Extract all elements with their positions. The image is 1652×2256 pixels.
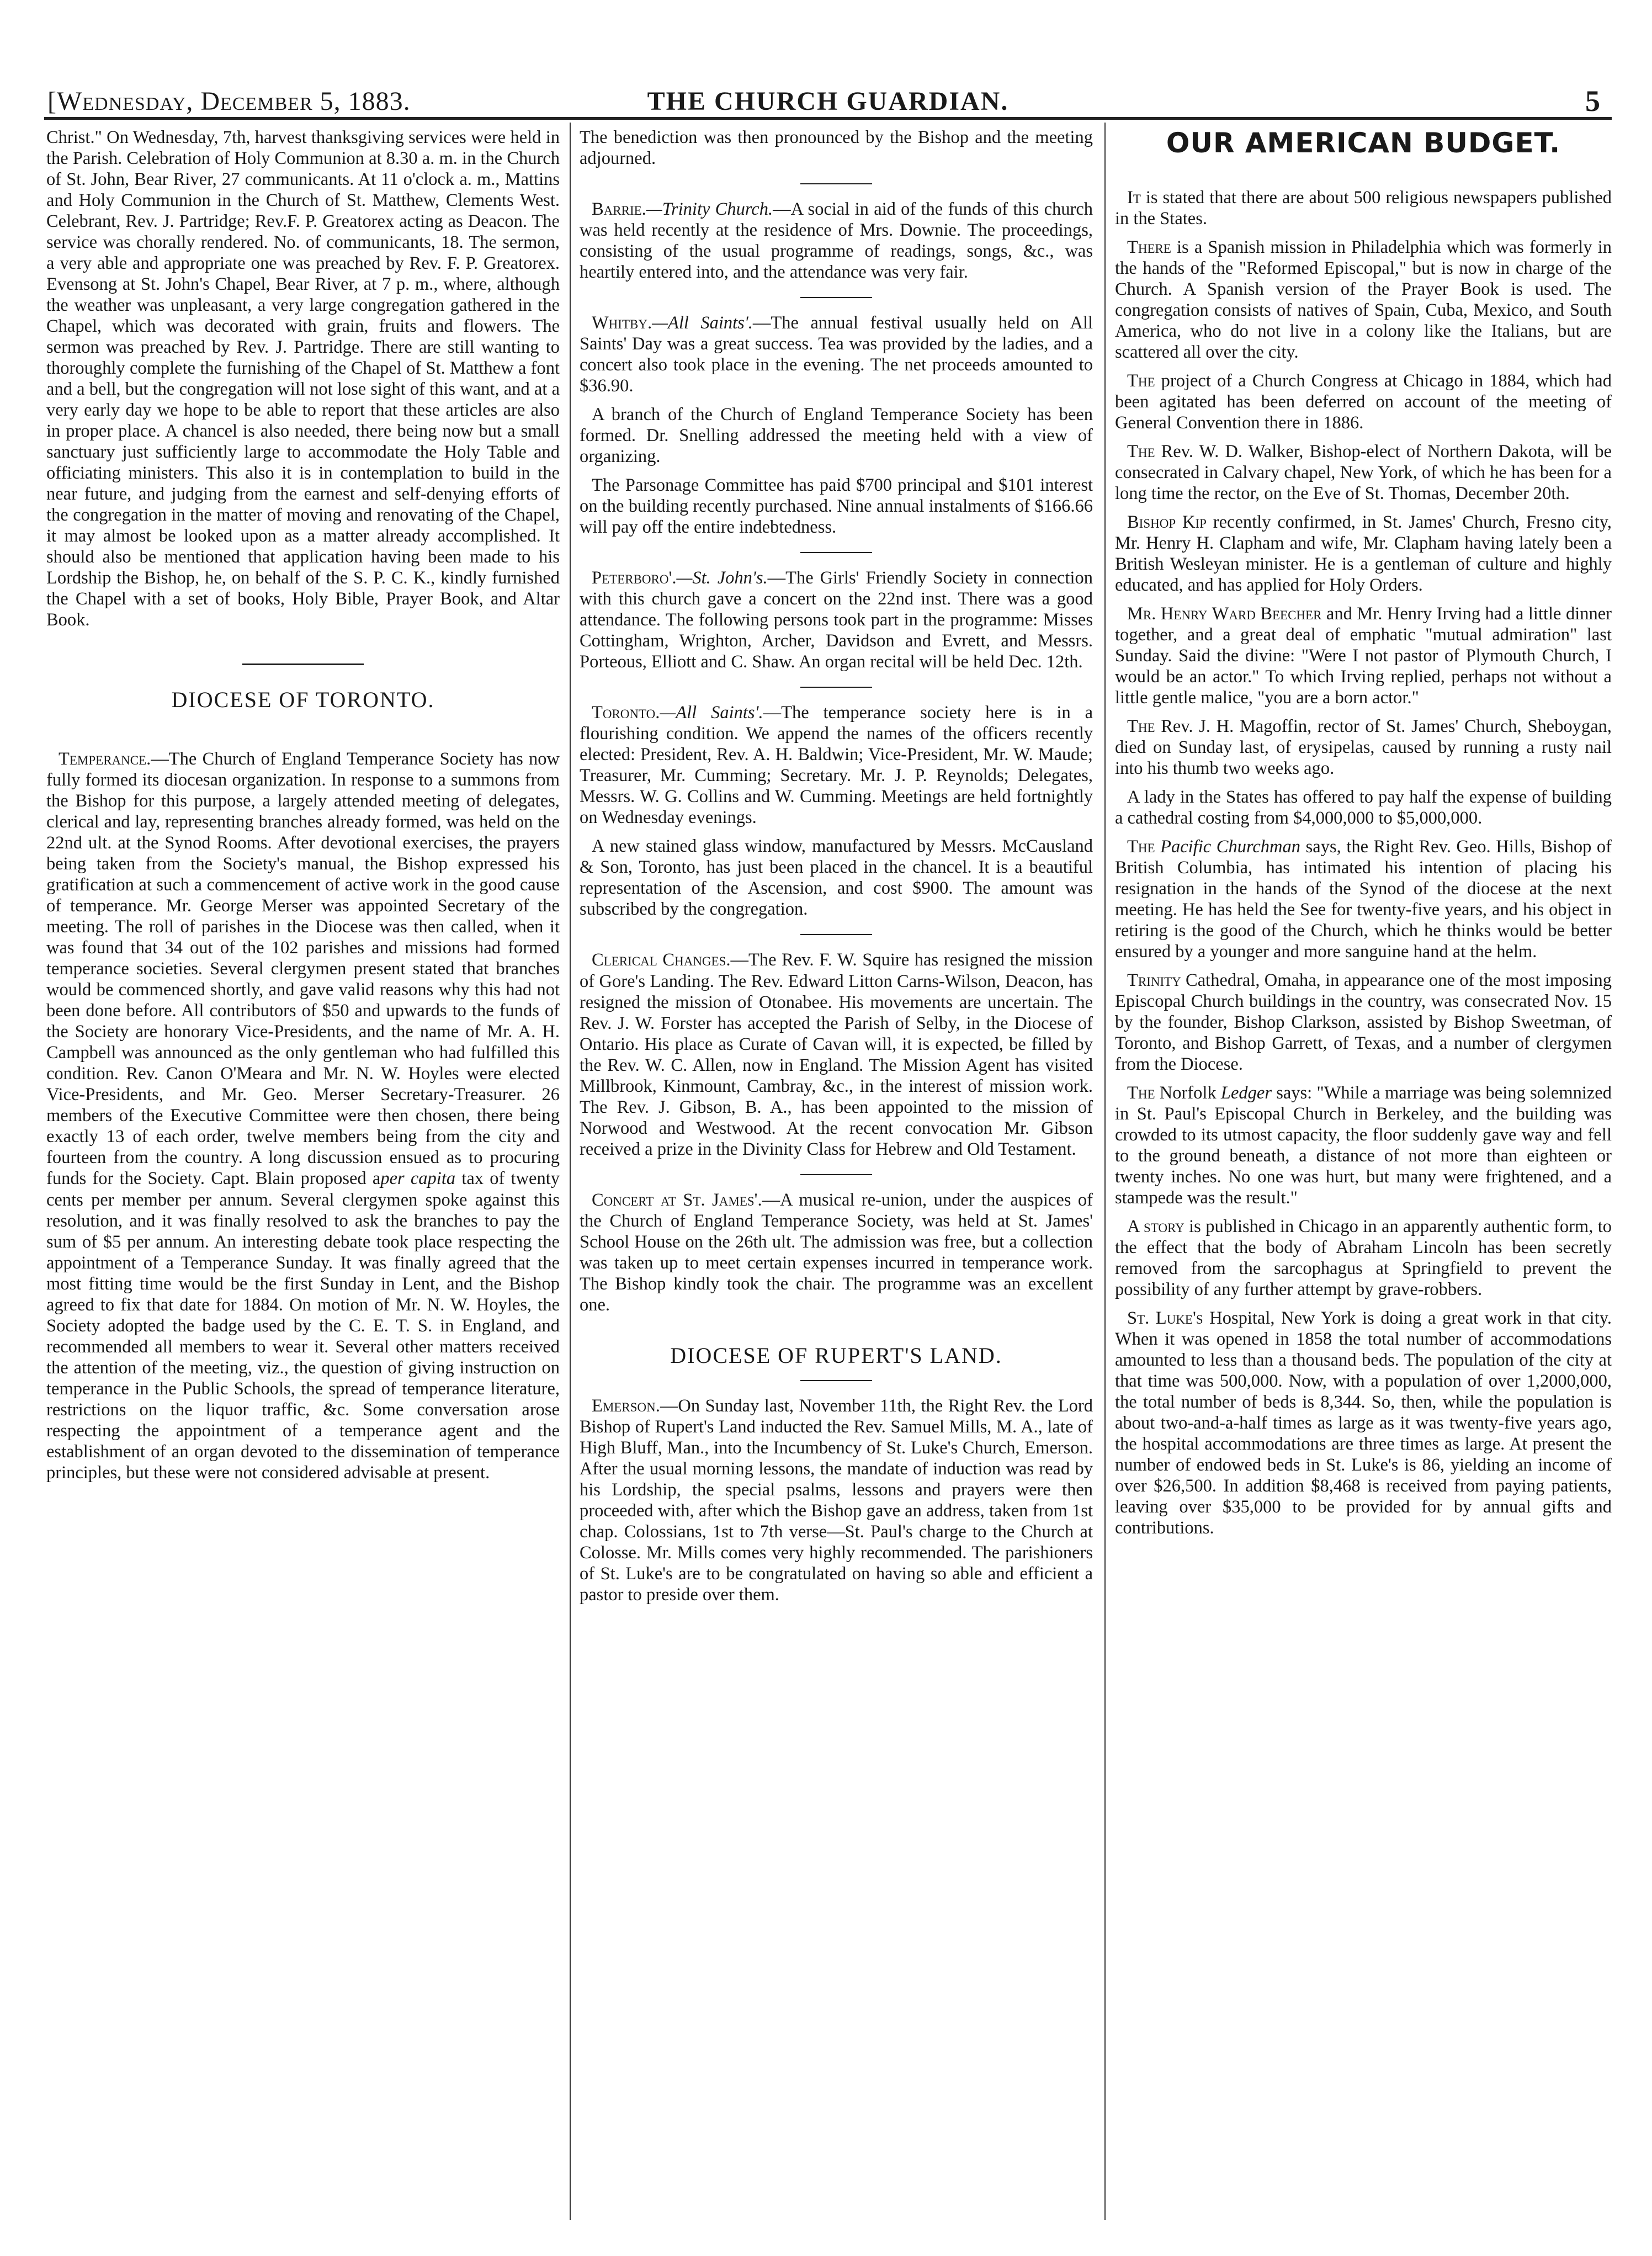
article-paragraph	[580, 1190, 1093, 1315]
paragraph-text: Norfolk	[1155, 1083, 1221, 1103]
page-number: 5	[1585, 84, 1601, 118]
section-heading-toronto: DIOCESE OF TORONTO.	[171, 687, 435, 713]
masthead-title: THE CHURCH GUARDIAN.	[647, 87, 1009, 116]
lead-in: Concert at St. James'.	[592, 1190, 762, 1210]
column-rule	[1104, 123, 1106, 2220]
italic-phrase: per capita	[380, 1169, 456, 1189]
page-header	[44, 83, 1612, 120]
article-paragraph: A new stained glass window, manufactured by Messrs. McCausland & Son, Toronto, has just been placed in the chancel. It is a beautiful representation of the Ascension, and cost $900. The amount was subscribed by the congregation.	[580, 836, 1093, 920]
article-paragraph	[580, 567, 1093, 672]
news-item	[1115, 237, 1612, 363]
news-item: A lady in the States has offered to pay half the expense of building a cathedral costing from $4,000,000 to $5,000,000.	[1115, 787, 1612, 828]
paragraph-text: —The temperance society here is in a flourishing condition. We append the names of the officers recently elected: President, Rev. A. H. Baldwin; Vice-President, Mr. W. Maude; Treasurer, Mr. Cumming; Secretary. Mr. J. P. Reynolds; Delegates, Messrs. W. G. Collins and W. Cumming. Meetings are held fortnightly on Wednesday evenings.	[580, 703, 1093, 828]
lead-in: Emerson.	[592, 1395, 660, 1416]
paragraph-text: recently confirmed, in St. James' Church, Fresno city, Mr. Henry H. Clapham and wife, Mr. Clapham having lately been a British Wesleyan minister. He is a gentleman of culture and highly educated, and has applied for Holy Orders.	[1115, 512, 1612, 595]
paragraph-text: —The Girls' Friendly Society in connection with this church gave a concert on the 22nd inst. There was a good attendance. The following persons took part in the programme: Misses Cottingham, Wrighton, Archer, Davidson and Evrett, and Messrs. Porteous, Elliott and C. Shaw. An organ recital will be held Dec. 12th.	[580, 568, 1093, 672]
section-divider	[242, 663, 364, 665]
section-heading-american-budget: OUR AMERICAN BUDGET.	[1166, 127, 1561, 159]
paragraph-text: Hospital, New York is doing a great work in that city. When it was opened in 1858 the total number of accommodations amounted to less than a thousand beds. The population of the city at that time was 500,000. Now, with a population of over 1,2000,000, the total number of beds is 8,344. So, then, while the population is about two-and-a-half times as large as it was twenty-five years ago, the hospital accommodations are three times as large. At present the number of endowed beds in St. Luke's is 86, yielding an income of over $26,500. In addition $8,468 is received from paying patients, leaving over $35,000 to be provided for by annual gifts and contributions.	[1115, 1308, 1612, 1538]
paragraph-text: —A social in aid of the funds of this church was held recently at the residence of Mrs. Downie. The proceedings, consisting of the usual programme of readings, songs, &c., was heartily entered into, and the attendance was very fair.	[580, 199, 1093, 283]
article-paragraph	[580, 312, 1093, 396]
paragraph-text: —The annual festival usually held on All Saints' Day was a great success. Tea was provided by the ladies, and a concert also took place in the evening. The net proceeds amounted to $36.90.	[580, 313, 1093, 396]
lead-in: Peterboro'.	[592, 568, 677, 588]
column-3	[1115, 127, 1612, 2219]
news-item	[1115, 1308, 1612, 1538]
church-name: —All Saints'.	[660, 703, 763, 723]
paragraph-text: says: "While a marriage was being solemnized in St. Paul's Episcopal Church in Berkeley, and the building was crowded to its utmost capacity, the floor suddenly gave way and fell to the ground beneath, a distance of not more than eighteen or twenty inches. No one was hurt, but many were frightened, and a stampede was the result."	[1115, 1083, 1612, 1208]
divider	[800, 1380, 872, 1381]
paragraph-text: Rev. J. H. Magoffin, rector of St. James' Church, Sheboygan, died on Sunday last, of erysipelas, caused by running a rusty nail into his thumb two weeks ago.	[1115, 716, 1612, 778]
article-paragraph	[580, 1395, 1093, 1605]
divider	[800, 1174, 872, 1175]
news-item	[1115, 187, 1612, 229]
paragraph-text: project of a Church Congress at Chicago in 1884, which had been agitated has been deferred on account of the meeting of General Convention there in 1886.	[1115, 370, 1612, 433]
news-item	[1115, 441, 1612, 504]
section-heading-ruperts-land: DIOCESE OF RUPERT'S LAND.	[670, 1342, 1002, 1368]
article-paragraph	[46, 749, 560, 1483]
lead-in: The	[1127, 836, 1155, 857]
column-1	[46, 127, 560, 2219]
church-name: —Trinity Church.	[646, 199, 773, 220]
paragraph-text: is published in Chicago in an apparently authentic form, to the effect that the body of Abraham Lincoln has been secretly removed from the sarcophagus at Springfield to prevent the possibility of any further attempt by grave-robbers.	[1115, 1217, 1612, 1300]
divider	[800, 552, 872, 553]
church-name: —All Saints'.	[652, 313, 753, 333]
paragraph-text: tax of twenty cents per member per annum. Several clergymen spoke against this resolution, and it was finally resolved to ask the branches to pay the sum of $5 per annum. An interesting debate took place respecting the appointment of a Temperance Sunday. It was finally agreed that the most fitting time would be the first Sunday in Lent, and the Bishop agreed to fix that date for 1884. On motion of Mr. N. W. Hoyles, the Society adopted the badge used by the C. E. T. S. in England, and recommended all members to wear it. Several other matters received the attention of the meeting, viz., the question of giving instruction on temperance in the Public Schools, the spread of temperance literature, restrictions on the liquor traffic, &c. Some conversation arose respecting the appointment of a temperance agent and the establishment of an organ devoted to the dissemination of temperance principles, but these were not considered advisable at present.	[46, 1169, 560, 1483]
lead-in: Clerical Changes.	[592, 950, 731, 970]
paragraph-text: and Mr. Henry Irving had a little dinner together, and a great deal of emphatic "mutual admiration" last Sunday. Said the divine: "Were I not pastor of Plymouth Church, I would be an actor." To which Irving replied, perhaps not without a little gentle malice, "you are a born actor."	[1115, 603, 1612, 708]
lead-in: A story	[1127, 1217, 1184, 1237]
lead-in: Barrie.	[592, 199, 646, 220]
article-paragraph: The Parsonage Committee has paid $700 principal and $101 interest on the building recently purchased. Nine annual instalments of $166.66 will pay off the entire indebtedness.	[580, 475, 1093, 538]
lead-in: The	[1127, 370, 1155, 391]
article-paragraph	[580, 949, 1093, 1159]
paragraph-text: Cathedral, Omaha, in appearance one of the most imposing Episcopal Church buildings in the country, was consecrated Nov. 15 by the founder, Bishop Clarkson, assisted by Bishop Sweetman, of Toronto, and Bishop Garrett, of Texas, and a number of clergymen from the Diocese.	[1115, 970, 1612, 1075]
paragraph-text: says, the Right Rev. Geo. Hills, Bishop of British Columbia, has intimated his intention of placing his resignation in the hands of the Synod of the diocese at the next meeting. He has held the See for twenty-five years, and his object in retiring is the good of the Church, which he thinks would be better ensured by a younger and more sanguine hand at the helm.	[1115, 836, 1612, 962]
news-item	[1115, 1082, 1612, 1208]
article-paragraph	[580, 702, 1093, 828]
news-item	[1115, 370, 1612, 433]
paragraph-text: —The Church of England Temperance Society has now fully formed its diocesan organization. In response to a summons from the Bishop for this purpose, a largely attended meeting of delegates, clerical and lay, representing branches already formed, was held on the 22nd ult. at the Synod Rooms. After devotional exercises, the prayers being taken from the Society's manual, the Bishop expressed his gratification at such a commencement of active work in the good cause of temperance. Mr. George Merser was appointed Secretary of the meeting. The roll of parishes in the Diocese was then called, when it was found that 34 out of the 102 parishes and missions had formed temperance societies. Several clergymen present stated that branches would be commenced shortly, and gave valid reasons why this had not been done before. All contributors of $50 and upwards to the funds of the Society are honorary Vice-Presidents, and the name of Mr. A. H. Campbell was announced as the only gentleman who had fulfilled this condition. Rev. Canon O'Meara and Mr. N. W. Hoyles were elected Vice-Presidents, and Mr. Geo. Merser Secretary-Treasurer. 26 members of the Executive Committee were then chosen, there being exactly 13 of each order, twelve members being from the city and fourteen from the country. A long discussion ensued as to procuring funds for the Society. Capt. Blain proposed a	[46, 749, 560, 1189]
publication-name: Pacific Churchman	[1160, 836, 1301, 857]
paragraph-text: is a Spanish mission in Philadelphia which was formerly in the hands of the "Reformed Episcopal," but is now in charge of the Church. A Spanish version of the Prayer Book is used. The congregation consists of natives of Spain, Cuba, Mexico, and South America, who do not live in a colony like the Italians, but are scattered all over the city.	[1115, 237, 1612, 362]
newspaper-page	[44, 83, 1612, 2225]
divider	[800, 687, 872, 688]
paragraph-text: —On Sunday last, November 11th, the Right Rev. the Lord Bishop of Rupert's Land inducted the Rev. Samuel Mills, M. A., late of High Bluff, Man., into the Incumbency of St. Luke's Church, Emerson. After the usual morning lessons, the mandate of induction was read by his Lordship, the special psalms, lessons and prayers were then proceeded with, after which the Bishop gave an address, taken from 1st chap. Colossians, 1st to 7th verse—St. Paul's charge to the Church at Colosse. Mr. Mills comes very highly recommended. The parishioners of St. Luke's are to be congratulated on having so able and efficient a pastor to preside over them.	[580, 1395, 1093, 1605]
divider	[800, 934, 872, 935]
paragraph-text: Rev. W. D. Walker, Bishop-elect of Northern Dakota, will be consecrated in Calvary chapel, New York, of which he has been for a long time the rector, on the Eve of St. Thomas, December 20th.	[1115, 441, 1612, 503]
article-paragraph: A branch of the Church of England Temperance Society has been formed. Dr. Snelling addressed the meeting held with a view of organizing.	[580, 405, 1093, 467]
issue-date: [Wednesday, December 5, 1883.	[47, 87, 411, 116]
lead-in: Bishop Kip	[1127, 512, 1207, 532]
paragraph-text: —The Rev. F. W. Squire has resigned the mission of Gore's Landing. The Rev. Edward Litton Carns-Wilson, Deacon, has resigned the mission of Otonabee. His movements are uncertain. The Rev. J. W. Forster has accepted the Parish of Selby, in the Diocese of Ontario. His place as Curate of Cavan will, it is expected, be filled by the Rev. W. C. Allen, now in England. The Mission Agent has visited Millbrook, Kinmount, Cambray, &c., in the interest of mission work. The Rev. J. Gibson, B. A., has been appointed to the mission of Norwood and Westwood. At the recent convocation Mr. Gibson received a prize in the Divinity Class for Hebrew and Old Testament.	[580, 950, 1093, 1159]
news-item	[1115, 603, 1612, 708]
paragraph-text: —A musical re-union, under the auspices of the Church of England Temperance Society, was held at St. James' School House on the 26th ult. The admission was free, but a collection was taken up to meet certain expenses incurred in temperance work. The Bishop kindly took the chair. The programme was an excellent one.	[580, 1190, 1093, 1315]
article-paragraph: The benediction was then pronounced by the Bishop and the meeting adjourned.	[580, 128, 1093, 169]
news-item	[1115, 716, 1612, 779]
lead-in: There	[1127, 237, 1171, 257]
lead-in: Mr. Henry Ward Beecher	[1127, 603, 1322, 624]
column-2	[580, 127, 1093, 2219]
lead-in: It	[1127, 187, 1141, 208]
lead-in: St. Luke's	[1127, 1308, 1203, 1329]
news-item	[1115, 836, 1612, 962]
news-item	[1115, 1216, 1612, 1300]
church-name: —St. John's.	[676, 568, 768, 588]
lead-in: Temperance.	[59, 749, 151, 769]
article-paragraph: Christ." On Wednesday, 7th, harvest thanksgiving services were held in the Parish. Celebration of Holy Communion at 8.30 a. m. in the Church of St. John, Bear River, 27 communicants. At 11 o'clock a. m., Mattins and Holy Communion in the Church of St. Matthew, Clements West. Celebrant, Rev. J. Partridge; Rev.F. P. Greatorex acting as Deacon. The service was chorally rendered. No. of communicants, 18. The sermon, a very able and appropriate one was preached by Rev. F. P. Greatorex. Evensong at St. John's Chapel, Bear River, at 7 p. m., where, although the weather was unpleasant, a very large congregation gathered in the Chapel, which was decorated with grain, fruits and flowers. The sermon was preached by Rev. J. Partridge. There are still wanting to thoroughly complete the furnishing of the Chapel of St. Matthew a font and a bell, but the congregation will not lose sight of this want, and at a very early day we hope to be able to report that these articles are also in proper place. A chancel is also needed, there being now but a small sanctuary just sufficiently large to accommodate the Holy Table and officiating ministers. This also it is in contemplation to build in the near future, and judging from the earnest and self-denying efforts of the congregation in the matter of moving and renovating of the Chapel, it may almost be looked upon as a matter already accomplished. It should also be mentioned that application having been made to his Lordship the Bishop, he, on behalf of the S. P. C. K., kindly furnished the Chapel with a set of books, Holy Bible, Prayer Book, and Altar Book.	[46, 128, 560, 630]
news-item	[1115, 970, 1612, 1075]
paragraph-text: is stated that there are about 500 religious newspapers published in the States.	[1115, 187, 1612, 229]
lead-in: Whitby.	[592, 313, 652, 333]
column-rule	[570, 123, 571, 2220]
lead-in: The	[1127, 716, 1155, 736]
publication-name: Ledger	[1220, 1083, 1272, 1103]
lead-in: The	[1127, 441, 1155, 461]
article-paragraph	[580, 199, 1093, 283]
news-item	[1115, 512, 1612, 596]
divider	[800, 183, 872, 184]
lead-in: Toronto.	[592, 703, 660, 723]
lead-in: The	[1127, 1083, 1155, 1103]
lead-in: Trinity	[1127, 970, 1181, 991]
divider	[800, 297, 872, 298]
